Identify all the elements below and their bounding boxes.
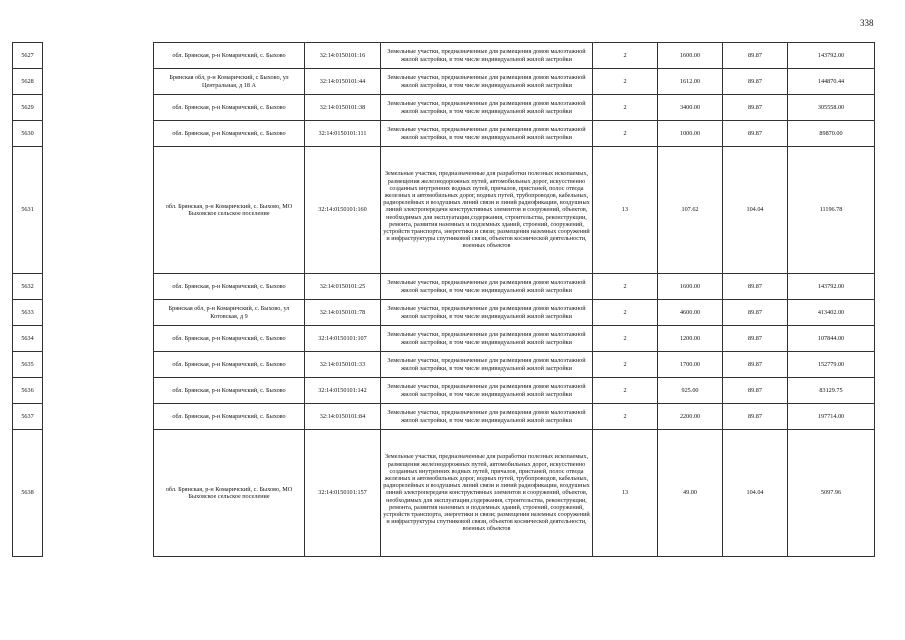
use-group-cell: 13 (593, 430, 658, 557)
address-cell: Брянская обл, р-н Комаричский, с. Быхово, ул Котовская, д 9 (154, 300, 305, 326)
cadastral-number-cell: 32:14:0150101:38 (305, 95, 381, 121)
cadastral-number-cell: 32:14:0150101:142 (305, 378, 381, 404)
table-body (13, 43, 875, 557)
table-row (13, 121, 875, 147)
use-group-cell: 2 (593, 326, 658, 352)
land-use-description-cell: Земельные участки, предназначенные для размещения домов малоэтажной жилой застройки, в том числе индивидуальной жилой застройки (381, 95, 593, 121)
spacer-cell (43, 95, 154, 121)
table-row (13, 147, 875, 274)
row-number-cell: 5634 (13, 326, 43, 352)
spacer-cell (43, 43, 154, 69)
area-cell: 1000.00 (658, 121, 723, 147)
specific-value-cell: 89.87 (723, 43, 788, 69)
area-cell: 1612.00 (658, 69, 723, 95)
address-cell: обл. Брянская, р-н Комаричский, с. Быхово (154, 378, 305, 404)
address-cell: обл. Брянская, р-н Комаричский, с. Быхово (154, 121, 305, 147)
address-cell: обл. Брянская, р-н Комаричский, с. Быхово (154, 43, 305, 69)
area-cell: 1700.00 (658, 352, 723, 378)
cadastral-value-cell: 144870.44 (788, 69, 875, 95)
cadastral-number-cell: 32:14:0150101:111 (305, 121, 381, 147)
table-row (13, 69, 875, 95)
spacer-cell (43, 121, 154, 147)
land-use-description-cell: Земельные участки, предназначенные для размещения домов малоэтажной жилой застройки, в том числе индивидуальной жилой застройки (381, 300, 593, 326)
use-group-cell: 13 (593, 147, 658, 274)
area-cell: 2200.00 (658, 404, 723, 430)
cadastral-value-cell: 152779.00 (788, 352, 875, 378)
specific-value-cell: 104.04 (723, 147, 788, 274)
address-cell: обл. Брянская, р-н Комаричский, с. Быхово, МО Быховское сельское поселение (154, 430, 305, 557)
use-group-cell: 2 (593, 404, 658, 430)
cadastral-value-cell: 5097.96 (788, 430, 875, 557)
area-cell: 107.62 (658, 147, 723, 274)
use-group-cell: 2 (593, 121, 658, 147)
spacer-cell (43, 300, 154, 326)
area-cell: 925.00 (658, 378, 723, 404)
cadastral-number-cell: 32:14:0150101:157 (305, 430, 381, 557)
spacer-cell (43, 274, 154, 300)
row-number-cell: 5637 (13, 404, 43, 430)
address-cell: обл. Брянская, р-н Комаричский, с. Быхово, МО Быховское сельское поселение (154, 147, 305, 274)
area-cell: 1600.00 (658, 274, 723, 300)
cadastral-number-cell: 32:14:0150101:84 (305, 404, 381, 430)
land-use-description-cell: Земельные участки, предназначенные для размещения домов малоэтажной жилой застройки, в том числе индивидуальной жилой застройки (381, 274, 593, 300)
table-row (13, 352, 875, 378)
address-cell: Брянская обл, р-н Комаричский, с Быхово, ул Центральная, д 18 А (154, 69, 305, 95)
use-group-cell: 2 (593, 43, 658, 69)
area-cell: 1200.00 (658, 326, 723, 352)
specific-value-cell: 89.87 (723, 326, 788, 352)
use-group-cell: 2 (593, 274, 658, 300)
specific-value-cell: 89.87 (723, 121, 788, 147)
spacer-cell (43, 378, 154, 404)
spacer-cell (43, 69, 154, 95)
use-group-cell: 2 (593, 69, 658, 95)
land-use-description-cell: Земельные участки, предназначенные для размещения домов малоэтажной жилой застройки, в том числе индивидуальной жилой застройки (381, 43, 593, 69)
cadastral-value-cell: 143792.00 (788, 274, 875, 300)
specific-value-cell: 89.87 (723, 378, 788, 404)
land-use-description-cell: Земельные участки, предназначенные для разработки полезных ископаемых, размещения железнодорожных путей, автомобильных дорог, искусственно созданных внутренних водных путей, причалов, пристаней, полос отвода железных и автомобильных дорог, водных путей, трубопроводов, кабельных, радиорелейных и воздушных линий связи и линий радиофикации, воздушных линий электропередачи конструктивных элементов и сооружений, объектов, необходимых для эксплуатации,содержания, строительства, реконструкции, ремонта, развития наземных и подземных зданий, строений, сооружений, устройств транспорта, энергетики и связи; размещения наземных сооружений и инфраструктуры спутниковой связи, объектов космической деятельности, военных объектов (381, 147, 593, 274)
spacer-cell (43, 352, 154, 378)
specific-value-cell: 104.04 (723, 430, 788, 557)
table-row (13, 378, 875, 404)
spacer-cell (43, 326, 154, 352)
address-cell: обл. Брянская, р-н Комаричский, с. Быхово (154, 95, 305, 121)
cadastral-number-cell: 32:14:0150101:78 (305, 300, 381, 326)
specific-value-cell: 89.87 (723, 300, 788, 326)
row-number-cell: 5631 (13, 147, 43, 274)
cadastral-number-cell: 32:14:0150101:33 (305, 352, 381, 378)
spacer-cell (43, 404, 154, 430)
row-number-cell: 5630 (13, 121, 43, 147)
cadastral-number-cell: 32:14:0150101:160 (305, 147, 381, 274)
cadastral-value-cell: 305558.00 (788, 95, 875, 121)
specific-value-cell: 89.87 (723, 274, 788, 300)
land-use-description-cell: Земельные участки, предназначенные для размещения домов малоэтажной жилой застройки, в том числе индивидуальной жилой застройки (381, 378, 593, 404)
cadastral-number-cell: 32:14:0150101:44 (305, 69, 381, 95)
table-row (13, 326, 875, 352)
cadastral-value-cell: 197714.00 (788, 404, 875, 430)
table-row (13, 430, 875, 557)
cadastral-value-cell: 143792.00 (788, 43, 875, 69)
land-use-description-cell: Земельные участки, предназначенные для размещения домов малоэтажной жилой застройки, в том числе индивидуальной жилой застройки (381, 326, 593, 352)
land-use-description-cell: Земельные участки, предназначенные для разработки полезных ископаемых, размещения железнодорожных путей, автомобильных дорог, искусственно созданных внутренних водных путей, причалов, пристаней, полос отвода железных и автомобильных дорог, водных путей, трубопроводов, кабельных, радиорелейных и воздушных линий связи и линий радиофикации, воздушных линий электропередачи конструктивных элементов и сооружений, объектов, необходимых для эксплуатации,содержания, строительства, реконструкции, ремонта, развития наземных и подземных зданий, строений, сооружений, устройств транспорта, энергетики и связи; размещения наземных сооружений и инфраструктуры спутниковой связи, объектов космической деятельности, военных объектов (381, 430, 593, 557)
use-group-cell: 2 (593, 378, 658, 404)
address-cell: обл. Брянская, р-н Комаричский, с. Быхово (154, 404, 305, 430)
area-cell: 1600.00 (658, 43, 723, 69)
specific-value-cell: 89.87 (723, 404, 788, 430)
page-number: 338 (860, 18, 874, 28)
land-use-description-cell: Земельные участки, предназначенные для размещения домов малоэтажной жилой застройки, в том числе индивидуальной жилой застройки (381, 404, 593, 430)
cadastral-table (12, 42, 875, 557)
specific-value-cell: 89.87 (723, 95, 788, 121)
row-number-cell: 5628 (13, 69, 43, 95)
row-number-cell: 5638 (13, 430, 43, 557)
row-number-cell: 5629 (13, 95, 43, 121)
cadastral-number-cell: 32:14:0150101:25 (305, 274, 381, 300)
row-number-cell: 5636 (13, 378, 43, 404)
use-group-cell: 2 (593, 95, 658, 121)
row-number-cell: 5633 (13, 300, 43, 326)
specific-value-cell: 89.87 (723, 69, 788, 95)
cadastral-value-cell: 89870.00 (788, 121, 875, 147)
land-use-description-cell: Земельные участки, предназначенные для размещения домов малоэтажной жилой застройки, в том числе индивидуальной жилой застройки (381, 69, 593, 95)
spacer-cell (43, 430, 154, 557)
address-cell: обл. Брянская, р-н Комаричский, с. Быхово (154, 352, 305, 378)
table-row (13, 95, 875, 121)
row-number-cell: 5635 (13, 352, 43, 378)
address-cell: обл. Брянская, р-н Комаричский, с. Быхово (154, 274, 305, 300)
area-cell: 49.00 (658, 430, 723, 557)
specific-value-cell: 89.87 (723, 352, 788, 378)
address-cell: обл. Брянская, р-н Комаричский, с. Быхово (154, 326, 305, 352)
table-row (13, 274, 875, 300)
cadastral-number-cell: 32:14:0150101:107 (305, 326, 381, 352)
land-use-description-cell: Земельные участки, предназначенные для размещения домов малоэтажной жилой застройки, в том числе индивидуальной жилой застройки (381, 352, 593, 378)
cadastral-value-cell: 11196.78 (788, 147, 875, 274)
cadastral-value-cell: 107844.00 (788, 326, 875, 352)
area-cell: 4600.00 (658, 300, 723, 326)
use-group-cell: 2 (593, 300, 658, 326)
table-row (13, 404, 875, 430)
cadastral-value-cell: 413402.00 (788, 300, 875, 326)
row-number-cell: 5627 (13, 43, 43, 69)
table-row (13, 43, 875, 69)
use-group-cell: 2 (593, 352, 658, 378)
row-number-cell: 5632 (13, 274, 43, 300)
area-cell: 3400.00 (658, 95, 723, 121)
spacer-cell (43, 147, 154, 274)
cadastral-number-cell: 32:14:0150101:16 (305, 43, 381, 69)
cadastral-value-cell: 83129.75 (788, 378, 875, 404)
table-row (13, 300, 875, 326)
land-use-description-cell: Земельные участки, предназначенные для размещения домов малоэтажной жилой застройки, в том числе индивидуальной жилой застройки (381, 121, 593, 147)
